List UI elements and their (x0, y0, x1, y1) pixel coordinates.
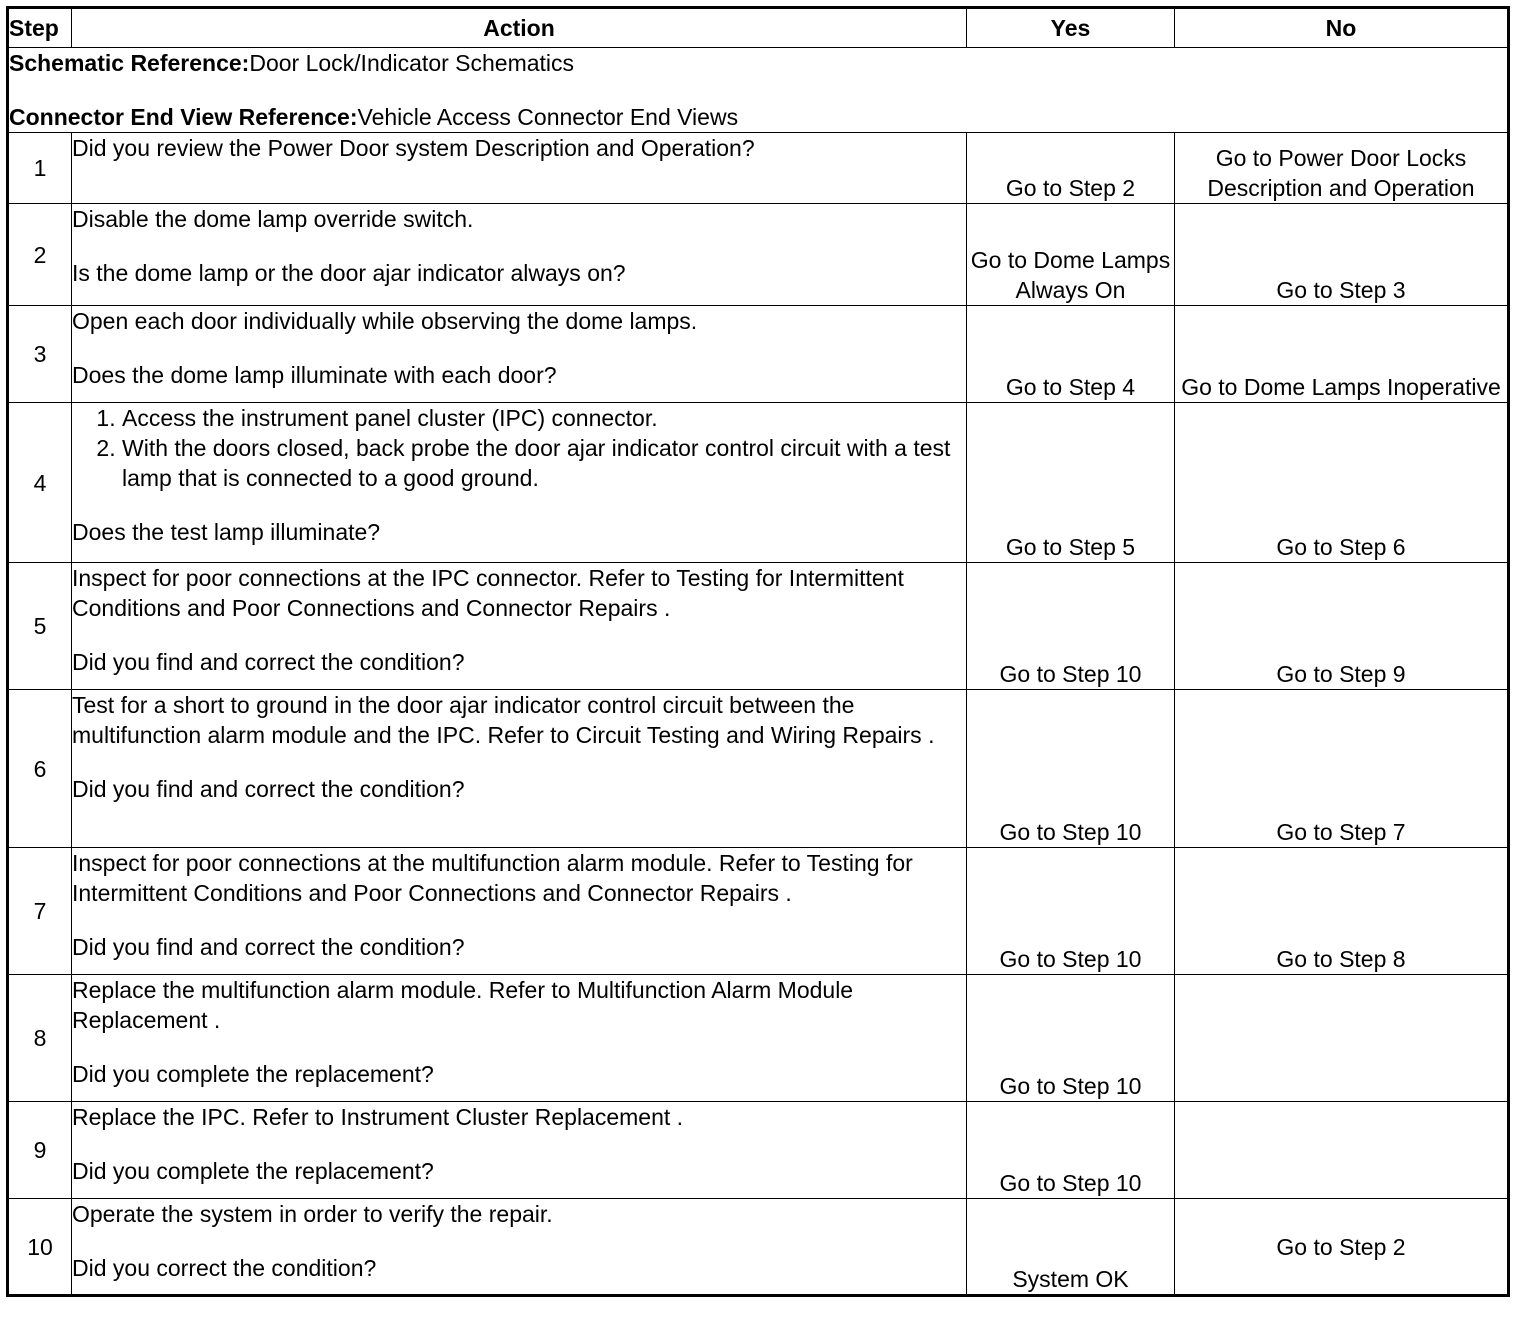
question-text: Did you find and correct the condition? (72, 649, 465, 675)
question-text: Did you complete the replacement? (72, 1158, 434, 1184)
yes-cell[interactable]: Go to Step 4 (967, 306, 1175, 403)
action-text: Replace the IPC. Refer to Instrument Cluster Replacement . (72, 1104, 684, 1130)
action-text: Inspect for poor connections at the IPC connector. Refer to Testing for Intermittent Conditions and Poor Connections and Connector Repairs . (72, 565, 904, 621)
list-item: 1. Access the instrument panel cluster (IPC) connector. (122, 403, 966, 433)
question-text: Did you correct the condition? (72, 1255, 377, 1281)
schematic-reference (9, 48, 1507, 78)
connector-reference-label: Connector End View Reference: (9, 104, 358, 130)
no-cell[interactable]: Go to Step 6 (1175, 403, 1509, 563)
yes-cell[interactable]: Go to Step 10 (967, 848, 1175, 975)
yes-cell[interactable]: Go to Step 2 (967, 133, 1175, 204)
no-cell[interactable]: Go to Step 7 (1175, 690, 1509, 848)
header-no: No (1175, 8, 1509, 48)
yes-cell[interactable]: Go to Step 10 (967, 563, 1175, 690)
no-cell[interactable]: Go to Step 2 (1175, 1199, 1509, 1296)
question-text: Does the test lamp illuminate? (72, 519, 381, 545)
action-cell (72, 403, 967, 563)
action-text: Operate the system in order to verify the repair. (72, 1201, 553, 1227)
question-text: Is the dome lamp or the door ajar indicator always on? (72, 260, 626, 286)
question-text: Did you find and correct the condition? (72, 776, 465, 802)
yes-cell[interactable]: Go to Step 10 (967, 1102, 1175, 1199)
schematic-reference-label: Schematic Reference: (9, 50, 250, 76)
connector-reference (9, 102, 1507, 132)
diagnostic-table (6, 6, 1510, 1297)
action-cell (72, 848, 967, 975)
reference-row (8, 48, 1509, 133)
yes-cell[interactable]: Go to Step 10 (967, 975, 1175, 1102)
reference-cell (8, 48, 1509, 133)
connector-reference-link[interactable]: Vehicle Access Connector End Views (357, 104, 739, 130)
yes-cell[interactable]: Go to Step 5 (967, 403, 1175, 563)
step-number: 10 (8, 1199, 72, 1296)
no-cell[interactable]: Go to Dome Lamps Inoperative (1175, 306, 1509, 403)
action-text: Inspect for poor connections at the multifunction alarm module. Refer to Testing for Intermittent Conditions and Poor Connections and Connector Repairs . (72, 850, 913, 906)
step-number: 2 (8, 204, 72, 306)
table-row (8, 848, 1509, 975)
list-item: 2. With the doors closed, back probe the door ajar indicator control circuit with a test lamp that is connected to a good ground. (122, 433, 966, 493)
yes-cell: System OK (967, 1199, 1175, 1296)
step-number: 6 (8, 690, 72, 848)
header-yes: Yes (967, 8, 1175, 48)
table-row (8, 1199, 1509, 1296)
step-number: 3 (8, 306, 72, 403)
table-row (8, 403, 1509, 563)
table-row (8, 204, 1509, 306)
step-number: 8 (8, 975, 72, 1102)
table-row (8, 563, 1509, 690)
header-step: Step (8, 8, 72, 48)
action-text: Replace the multifunction alarm module. Refer to Multifunction Alarm Module Replacement . (72, 977, 854, 1033)
header-row (8, 8, 1509, 48)
action-cell (72, 1102, 967, 1199)
table-row (8, 133, 1509, 204)
action-cell (72, 563, 967, 690)
question-text: Does the dome lamp illuminate with each door? (72, 362, 557, 388)
action-text: Did you review the Power Door system Description and Operation? (72, 135, 755, 161)
no-cell[interactable]: Go to Step 3 (1175, 204, 1509, 306)
action-cell (72, 306, 967, 403)
action-cell (72, 133, 967, 204)
action-text: Open each door individually while observing the dome lamps. (72, 308, 698, 334)
step-number: 4 (8, 403, 72, 563)
step-number: 1 (8, 133, 72, 204)
yes-cell[interactable]: Go to Step 10 (967, 690, 1175, 848)
yes-cell[interactable]: Go to Dome Lamps Always On (967, 204, 1175, 306)
action-text: Disable the dome lamp override switch. (72, 206, 474, 232)
table-row (8, 1102, 1509, 1199)
schematic-reference-link[interactable]: Door Lock/Indicator Schematics (249, 50, 575, 76)
no-cell[interactable]: Go to Power Door Locks Description and Operation (1175, 133, 1509, 204)
step-number: 7 (8, 848, 72, 975)
action-list (72, 403, 966, 493)
no-cell[interactable]: Go to Step 9 (1175, 563, 1509, 690)
table-row (8, 306, 1509, 403)
no-cell (1175, 1102, 1509, 1199)
step-number: 9 (8, 1102, 72, 1199)
action-cell (72, 690, 967, 848)
question-text: Did you find and correct the condition? (72, 934, 465, 960)
no-cell (1175, 975, 1509, 1102)
step-number: 5 (8, 563, 72, 690)
header-action: Action (72, 8, 967, 48)
action-cell (72, 204, 967, 306)
action-cell (72, 975, 967, 1102)
no-cell[interactable]: Go to Step 8 (1175, 848, 1509, 975)
action-cell (72, 1199, 967, 1296)
table-row (8, 975, 1509, 1102)
action-text: Test for a short to ground in the door ajar indicator control circuit between the multifunction alarm module and the IPC. Refer to Circuit Testing and Wiring Repairs . (72, 692, 935, 748)
table-row (8, 690, 1509, 848)
question-text: Did you complete the replacement? (72, 1061, 434, 1087)
